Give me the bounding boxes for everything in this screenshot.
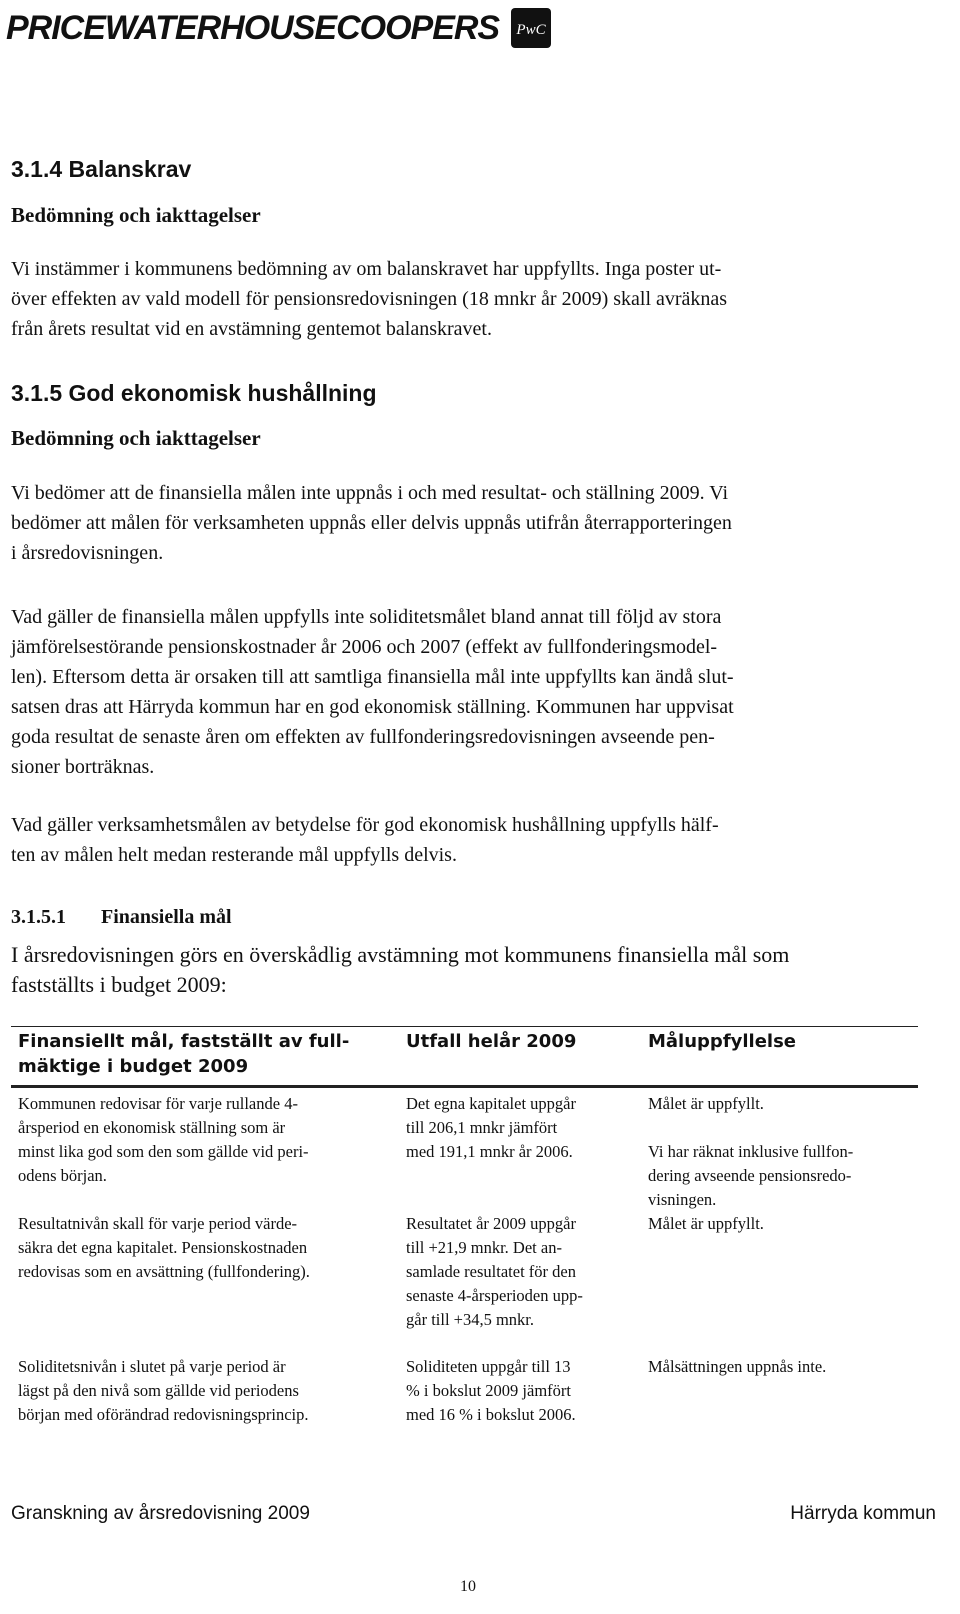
- table-row-2-goal: Resultatnivån skall för varje period värde- säkra det egna kapitalet. Pensionskostnaden redovisas som en avsättning (fullfondering).: [18, 1214, 310, 1281]
- paragraph-finansiella-malen: Vad gäller de finansiella målen uppfylls inte soliditetsmålet bland annat till följd av stora jämförelsestörande pensionskostnader år 2006 och 2007 (effekt av fullfonderingsmodel- len). Eftersom detta är orsaken till att samtliga finansiella mål inte uppfyllts kan ändå slut- satsen dras att Härryda kommun har en god ekonomisk ställning. Kommunen har uppvisat goda resultat de senaste åren om effekten av fullfonderingsredovisningen avseende pen- sioner borträknas.: [11, 606, 734, 778]
- section-heading-god-ekonomisk: 3.1.5 God ekonomisk hushållning: [11, 380, 377, 406]
- paragraph-intro-table: I årsredovisningen görs en överskådlig avstämning mot kommunens finansiella mål som fastställts i budget 2009:: [11, 942, 790, 997]
- table-row-1-fulfilment: Målet är uppfyllt.: [648, 1094, 764, 1113]
- table-header-fulfilment: Måluppfyllelse: [648, 1031, 797, 1052]
- logo-mark-text: PwC: [516, 22, 546, 38]
- table-row-1-fulfilment-note: Vi har räknat inklusive fullfon- dering avseende pensionsredo- visningen.: [648, 1142, 854, 1209]
- table-row-3-outcome: Soliditeten uppgår till 13 % i bokslut 2009 jämfört med 16 % i bokslut 2006.: [406, 1357, 576, 1424]
- subsection-number: 3.1.5.1: [11, 906, 66, 928]
- table-row-1-outcome: Det egna kapitalet uppgår till 206,1 mnkr jämfört med 191,1 mnkr år 2006.: [406, 1094, 576, 1161]
- footer-client-name: Härryda kommun: [790, 1503, 936, 1524]
- subsection-heading-finansiella-mal: [11, 906, 232, 929]
- table-header-outcome: Utfall helår 2009: [406, 1031, 577, 1052]
- section-heading-balanskrav: 3.1.4 Balanskrav: [11, 156, 192, 182]
- table-header-goal: Finansiellt mål, fastställt av full- mäktige i budget 2009: [18, 1031, 350, 1077]
- paragraph-bedomning: Vi bedömer att de finansiella målen inte uppnås i och med resultat- och ställning 2009. Vi bedömer att målen för verksamheten uppnås eller delvis uppnås utifrån återrapporteringen i årsredovisningen.: [11, 482, 732, 564]
- company-logo: [6, 6, 553, 50]
- table-row-1-goal: Kommunen redovisar för varje rullande 4- årsperiod en ekonomisk ställning som är minst lika god som den som gällde vid peri- odens början.: [18, 1094, 309, 1185]
- subheading-bedomning-2: Bedömning och iakttagelser: [11, 426, 261, 450]
- table-row-3-fulfilment: Målsättningen uppnås inte.: [648, 1357, 827, 1376]
- paragraph-verksamhetsmalen: Vad gäller verksamhetsmålen av betydelse för god ekonomisk hushållning uppfylls hälf- ten av målen helt medan resterande mål uppfylls delvis.: [11, 814, 719, 866]
- table-row-2-outcome: Resultatet år 2009 uppgår till +21,9 mnkr. Det an- samlade resultatet för den senaste 4-årsperioden upp- går till +34,5 mnkr.: [406, 1214, 583, 1329]
- logo-wordmark: PRICEWATERHOUSECOOPERS: [6, 8, 500, 47]
- table-row-2-fulfilment: Målet är uppfyllt.: [648, 1214, 764, 1233]
- table-header-rule: [11, 1085, 918, 1088]
- paragraph-balanskrav: Vi instämmer i kommunens bedömning av om balanskravet har uppfyllts. Inga poster ut- över effekten av vald modell för pensionsredovisningen (18 mnkr år 2009) skall avräknas från årets resultat vid en avstämning gentemot balanskravet.: [11, 258, 728, 340]
- table-row-3-goal: Soliditetsnivån i slutet på varje period är lägst på den nivå som gällde vid periodens början med oförändrad redovisningsprincip.: [18, 1357, 309, 1424]
- page-number: 10: [460, 1578, 476, 1595]
- table-top-rule: [11, 1026, 918, 1027]
- footer-document-title: Granskning av årsredovisning 2009: [11, 1503, 310, 1524]
- subsection-title: Finansiella mål: [101, 906, 232, 928]
- subheading-bedomning-1: Bedömning och iakttagelser: [11, 203, 261, 227]
- logo-mark-icon: [509, 6, 553, 50]
